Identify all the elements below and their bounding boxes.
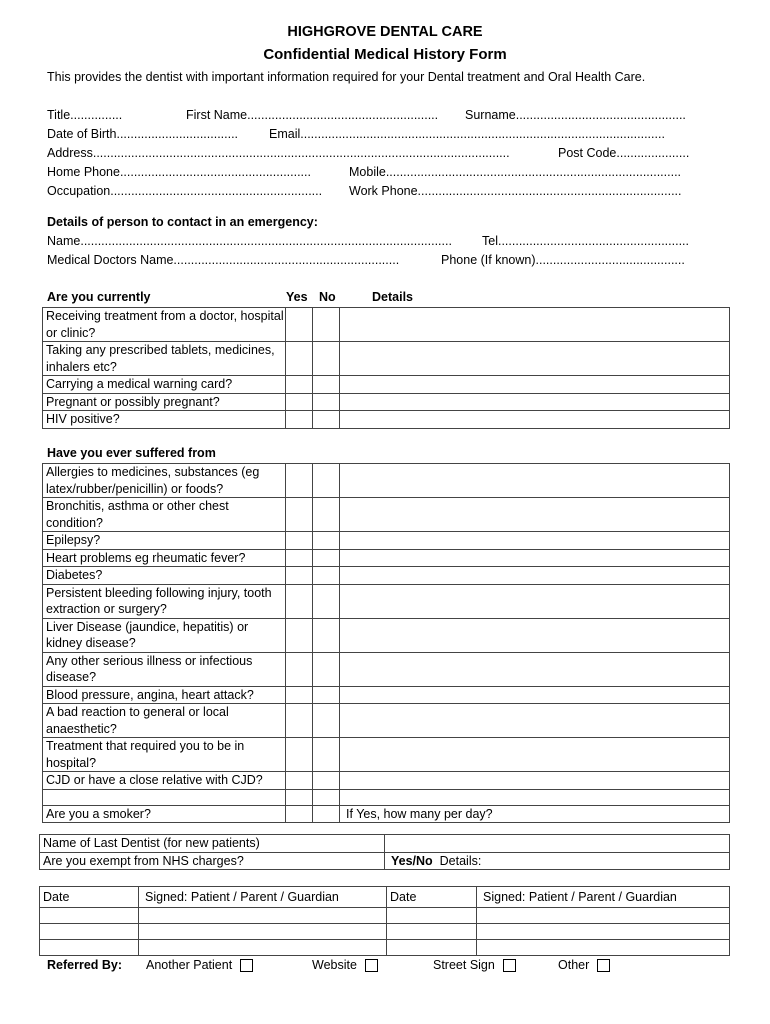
dob-field[interactable]: Date of Birth................................... [47,127,239,141]
no-box[interactable] [313,411,340,429]
referred-label: Referred By: [47,958,123,972]
question-row [43,498,730,532]
referral-option[interactable] [146,958,253,972]
yes-box[interactable] [286,805,313,823]
details-cell[interactable] [340,652,730,686]
signed-header-2: Signed: Patient / Parent / Guardian [477,887,730,908]
postcode-field[interactable]: Post Code..................... [558,146,690,160]
details-cell[interactable] [340,772,730,790]
date-cell[interactable] [387,908,477,924]
nhs-answer-cell[interactable] [385,852,730,870]
no-box[interactable] [313,498,340,532]
question-label: Diabetes? [43,567,286,585]
yes-box[interactable] [286,532,313,550]
surname-field[interactable]: Surname................................................. [465,108,686,122]
details-cell[interactable] [340,789,730,805]
referral-option[interactable] [558,958,610,972]
signature-cell[interactable] [477,908,730,924]
no-box[interactable] [313,584,340,618]
question-row [43,532,730,550]
question-row [43,567,730,585]
signature-cell[interactable] [139,924,387,940]
question-label: Persistent bleeding following injury, tooth extraction or surgery? [43,584,286,618]
question-row [43,686,730,704]
referral-option-label: Other [558,958,590,972]
question-label: Liver Disease (jaundice, hepatitis) or kidney disease? [43,618,286,652]
no-box[interactable] [313,686,340,704]
referral-option-label: Website [312,958,357,972]
signature-cell[interactable] [139,940,387,956]
yes-box[interactable] [286,393,313,411]
referral-other-checkbox[interactable] [597,959,610,972]
referral-option[interactable] [312,958,378,972]
yes-box[interactable] [286,584,313,618]
current-heading: Are you currently [47,290,151,304]
date-cell[interactable] [40,940,139,956]
date-cell[interactable] [387,940,477,956]
emergency-heading: Details of person to contact in an emergency: [47,215,318,229]
question-label: Pregnant or possibly pregnant? [43,393,286,411]
question-row [43,464,730,498]
nhs-yesno: Yes/No [391,853,433,868]
no-header: No [319,290,336,304]
question-label: Any other serious illness or infectious disease? [43,652,286,686]
yes-box[interactable] [286,498,313,532]
clinic-name: HIGHGROVE DENTAL CARE [287,24,483,40]
no-box[interactable] [313,549,340,567]
referral-option-label: Another Patient [146,958,233,972]
no-box[interactable] [313,772,340,790]
question-label: HIV positive? [43,411,286,429]
signature-cell[interactable] [477,940,730,956]
home-phone-field[interactable]: Home Phone....................................................... [47,165,311,179]
details-cell[interactable] [340,411,730,429]
dentist-table [39,834,730,870]
question-label: Taking any prescribed tablets, medicines, inhalers etc? [43,342,286,376]
question-row [43,376,730,394]
date-header-1: Date [40,887,139,908]
no-box[interactable] [313,652,340,686]
date-cell[interactable] [40,924,139,940]
history-heading: Have you ever suffered from [47,446,216,460]
no-box[interactable] [313,789,340,805]
yes-box[interactable] [286,652,313,686]
details-cell[interactable] [340,704,730,738]
referral-another-patient-checkbox[interactable] [240,959,253,972]
details-cell[interactable] [340,308,730,342]
date-header-2: Date [387,887,477,908]
yes-box[interactable] [286,789,313,805]
question-row [43,549,730,567]
referral-website-checkbox[interactable] [365,959,378,972]
no-box[interactable] [313,618,340,652]
last-dentist-label: Name of Last Dentist (for new patients) [40,835,385,853]
details-cell[interactable] [340,618,730,652]
details-cell[interactable] [340,549,730,567]
signature-cell[interactable] [139,908,387,924]
details-cell[interactable] [340,532,730,550]
question-label: Treatment that required you to be in hospital? [43,738,286,772]
question-row [43,738,730,772]
email-field[interactable]: Email......................................................................................................... [269,127,665,141]
nhs-label: Are you exempt from NHS charges? [40,852,385,870]
question-row [43,393,730,411]
question-row [43,584,730,618]
signed-header-1: Signed: Patient / Parent / Guardian [139,887,387,908]
yes-box[interactable] [286,342,313,376]
yes-box[interactable] [286,704,313,738]
no-box[interactable] [313,805,340,823]
yes-box[interactable] [286,738,313,772]
details-cell[interactable] [340,584,730,618]
no-box[interactable] [313,393,340,411]
yes-box[interactable] [286,464,313,498]
yes-box[interactable] [286,376,313,394]
intro-text: This provides the dentist with important information required for your Dental treatment and Oral Health Care. [47,70,646,84]
emergency-tel-field[interactable]: Tel....................................................... [482,234,689,248]
no-box[interactable] [313,376,340,394]
details-cell[interactable] [340,342,730,376]
signature-table [39,886,730,956]
yes-box[interactable] [286,567,313,585]
details-cell[interactable] [340,686,730,704]
question-label: Bronchitis, asthma or other chest condition? [43,498,286,532]
details-cell[interactable] [340,464,730,498]
occupation-field[interactable]: Occupation............................................................. [47,184,323,198]
date-cell[interactable] [387,924,477,940]
signature-cell[interactable] [477,924,730,940]
yes-box[interactable] [286,772,313,790]
no-box[interactable] [313,308,340,342]
question-row [43,342,730,376]
question-label: Receiving treatment from a doctor, hospital or clinic? [43,308,286,342]
doctor-phone-field[interactable]: Phone (If known)........................................... [441,253,685,267]
no-box[interactable] [313,464,340,498]
yes-header: Yes [286,290,308,304]
question-label: Allergies to medicines, substances (eg latex/rubber/penicillin) or foods? [43,464,286,498]
details-cell[interactable] [340,393,730,411]
yes-box[interactable] [286,618,313,652]
question-label [43,789,286,805]
history-table [42,463,730,823]
referral-street-sign-checkbox[interactable] [503,959,516,972]
referral-option-label: Street Sign [433,958,495,972]
details-cell[interactable] [340,498,730,532]
no-box[interactable] [313,738,340,772]
current-table [42,307,730,429]
details-cell[interactable] [340,376,730,394]
question-row [43,308,730,342]
yes-box[interactable] [286,686,313,704]
details-header: Details [372,290,413,304]
question-label: Heart problems eg rheumatic fever? [43,549,286,567]
question-label: Epilepsy? [43,532,286,550]
question-row [43,704,730,738]
work-phone-field[interactable]: Work Phone............................................................................ [349,184,682,198]
details-cell[interactable] [340,738,730,772]
emergency-name-field[interactable]: Name........................................................................................................... [47,234,452,248]
smoker-row [43,805,730,823]
first-name-field[interactable]: First Name....................................................... [186,108,439,122]
question-row [43,618,730,652]
question-row [43,789,730,805]
no-box[interactable] [313,567,340,585]
no-box[interactable] [313,342,340,376]
question-row [43,652,730,686]
no-box[interactable] [313,532,340,550]
form-title: Confidential Medical History Form [263,46,507,63]
yes-box[interactable] [286,308,313,342]
mobile-field[interactable]: Mobile..................................................................................... [349,165,682,179]
question-label: CJD or have a close relative with CJD? [43,772,286,790]
date-cell[interactable] [40,908,139,924]
last-dentist-input[interactable] [385,835,730,853]
yes-box[interactable] [286,411,313,429]
question-row [43,772,730,790]
no-box[interactable] [313,704,340,738]
smoker-detail[interactable]: If Yes, how many per day? [340,805,730,823]
referral-option[interactable] [433,958,516,972]
question-label: A bad reaction to general or local anaesthetic? [43,704,286,738]
yes-box[interactable] [286,549,313,567]
smoker-label: Are you a smoker? [43,805,286,823]
doctor-name-field[interactable]: Medical Doctors Name................................................................. [47,253,400,267]
question-label: Blood pressure, angina, heart attack? [43,686,286,704]
details-cell[interactable] [340,567,730,585]
nhs-details-label: Details: [439,853,482,868]
title-field[interactable]: Title............... [47,108,123,122]
question-label: Carrying a medical warning card? [43,376,286,394]
address-field[interactable]: Address........................................................................................................................ [47,146,510,160]
question-row [43,411,730,429]
